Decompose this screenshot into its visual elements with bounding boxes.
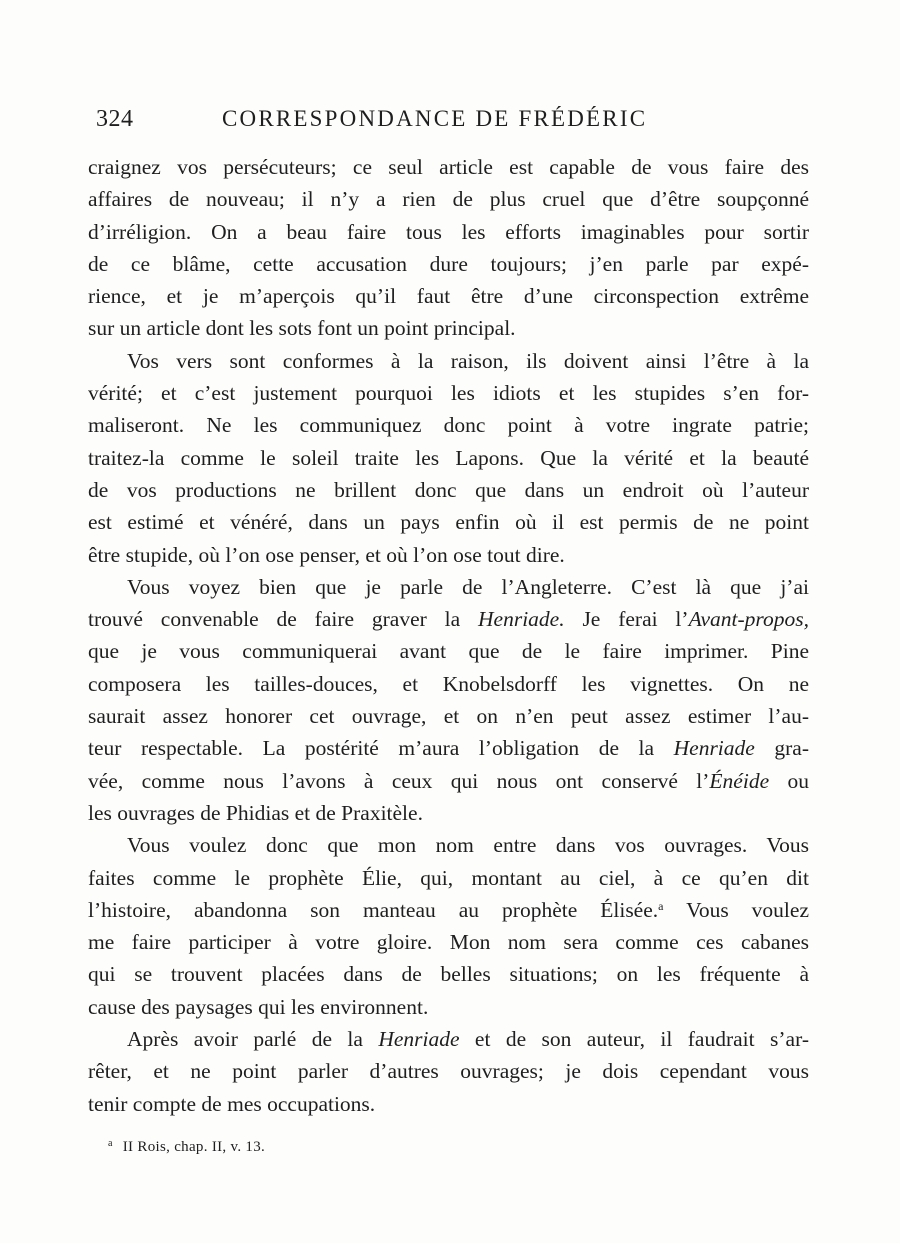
text-line: Vos vers sont conformes à la raison, ils doivent ainsi l’être à la: [127, 348, 809, 373]
body-text: [88, 151, 809, 1120]
footnote-marker: a: [108, 1138, 113, 1149]
footnote-reference: a: [658, 898, 664, 913]
text-line: saurait assez honorer cet ouvrage, et on n’en peut assez estimer l’au-: [88, 704, 809, 729]
text-line: [88, 1023, 809, 1055]
text-line: maliseront. Ne les communiquez donc point à votre ingrate patrie;: [88, 413, 809, 438]
running-title: CORRESPONDANCE DE FRÉDÉRIC: [222, 106, 648, 131]
text-line: que je vous communiquerai avant que de le faire imprimer. Pine: [88, 639, 809, 664]
text-line: craignez vos persécuteurs; ce seul article est capable de vous faire des: [88, 155, 809, 179]
text-line: les ouvrages de Phidias et de Praxitèle.: [88, 800, 423, 825]
text-line: Vous voyez bien que je parle de l’Angleterre. C’est là que j’ai: [127, 574, 809, 599]
text-line: cause des paysages qui les environnent.: [88, 994, 429, 1019]
text-line: me faire participer à votre gloire. Mon nom sera comme ces cabanes: [88, 930, 809, 955]
text-line: sur un article dont les sots font un point principal.: [88, 316, 516, 341]
paragraph-5: [88, 1023, 809, 1120]
text-line: qui se trouvent placées dans de belles situations; on les fréquente à: [88, 962, 809, 987]
text-line: [88, 603, 809, 635]
text-line: [88, 732, 809, 764]
italic-title: Henriade: [378, 1027, 460, 1052]
text-line: vérité; et c’est justement pourquoi les idiots et les stupides s’en for-: [88, 381, 809, 406]
paragraph-4: [88, 829, 809, 1023]
text-line: faites comme le prophète Élie, qui, montant au ciel, à ce qu’en dit: [88, 865, 809, 890]
italic-title: Henriade: [673, 736, 755, 761]
text-run: Après avoir parlé de la: [127, 1027, 379, 1052]
text-line: est estimé et vénéré, dans un pays enfin où il est permis de ne point: [88, 510, 809, 535]
page-header: [96, 106, 816, 142]
text-run: Vous voulez: [663, 897, 809, 922]
text-line: composera les tailles-douces, et Knobelsdorff les vignettes. On ne: [88, 671, 809, 696]
paragraph-3: [88, 571, 809, 829]
text-line: de ce blâme, cette accusation dure toujours; j’en parle par expé-: [88, 251, 809, 276]
italic-title: Henriade.: [478, 607, 565, 632]
paragraph-1: [88, 151, 809, 345]
paragraph-2: [88, 345, 809, 571]
text-line: [88, 765, 809, 797]
text-run: gra-: [754, 736, 809, 761]
text-run: ou: [769, 768, 810, 793]
footnote-text: II Rois, chap. II, v. 13.: [122, 1139, 266, 1155]
page-number: 324: [96, 106, 134, 132]
text-line: être stupide, où l’on ose penser, et où l’on ose tout dire.: [88, 542, 565, 567]
text-line: rêter, et ne point parler d’autres ouvrages; je dois cependant vous: [88, 1059, 809, 1084]
text-line: Vous voulez donc que mon nom entre dans vos ouvrages. Vous: [127, 833, 809, 858]
text-run: trouvé convenable de faire graver la: [88, 607, 479, 632]
italic-title: Avant-propos,: [688, 607, 809, 632]
text-line: tenir compte de mes occupations.: [88, 1091, 376, 1116]
text-run: et de son auteur, il faudrait s’ar-: [459, 1027, 809, 1052]
text-line: traitez-la comme le soleil traite les Lapons. Que la vérité et la beauté: [88, 445, 809, 470]
text-line: affaires de nouveau; il n’y a rien de plus cruel que d’être soupçonné: [88, 187, 809, 212]
footnote: [108, 1138, 265, 1156]
text-run: vée, comme nous l’avons à ceux qui nous ont conservé l’: [88, 768, 710, 793]
italic-title: Énéide: [709, 768, 770, 793]
text-line: de vos productions ne brillent donc que dans un endroit où l’auteur: [88, 477, 809, 502]
text-line: d’irréligion. On a beau faire tous les efforts imaginables pour sortir: [88, 219, 809, 244]
text-line: rience, et je m’aperçois qu’il faut être d’une circonspection extrême: [88, 284, 809, 309]
text-run: teur respectable. La postérité m’aura l’obligation de la: [88, 736, 674, 761]
text-run: Je ferai l’: [564, 607, 689, 632]
text-run: l’histoire, abandonna son manteau au prophète Élisée.: [88, 897, 659, 922]
text-line: [88, 894, 809, 926]
